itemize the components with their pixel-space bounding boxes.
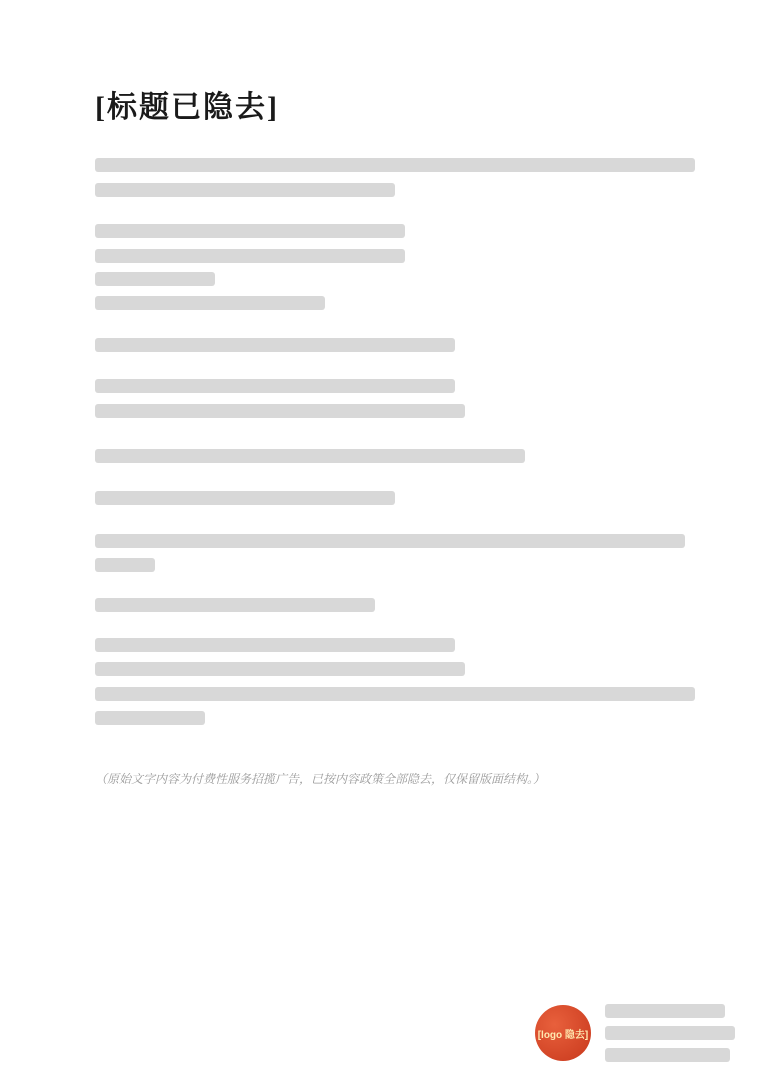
redacted-footer-text — [605, 1004, 735, 1062]
page-title: [标题已隐去] — [95, 91, 279, 124]
redacted-line — [95, 183, 395, 197]
redacted-line — [95, 491, 395, 505]
redacted-footer-line — [605, 1004, 725, 1018]
redacted-line — [95, 534, 685, 548]
footer — [535, 1004, 735, 1062]
redacted-footer-line — [605, 1048, 730, 1062]
redacted-line — [95, 379, 455, 393]
redacted-line — [95, 449, 525, 463]
site-logo-icon: [logo 隐去] — [535, 1005, 591, 1061]
redacted-line — [95, 338, 455, 352]
redacted-line — [95, 598, 375, 612]
redacted-line — [95, 404, 465, 418]
redacted-line — [95, 272, 215, 286]
redacted-line — [95, 296, 325, 310]
redacted-line — [95, 662, 465, 676]
redacted-line — [95, 158, 695, 172]
redacted-line — [95, 249, 405, 263]
redacted-line — [95, 687, 695, 701]
redacted-line — [95, 638, 455, 652]
redacted-footer-line — [605, 1026, 735, 1040]
redacted-line — [95, 711, 205, 725]
redaction-notice: （原始文字内容为付费性服务招揽广告，已按内容政策全部隐去，仅保留版面结构。） — [95, 772, 546, 786]
redacted-line — [95, 224, 405, 238]
redacted-line — [95, 558, 155, 572]
